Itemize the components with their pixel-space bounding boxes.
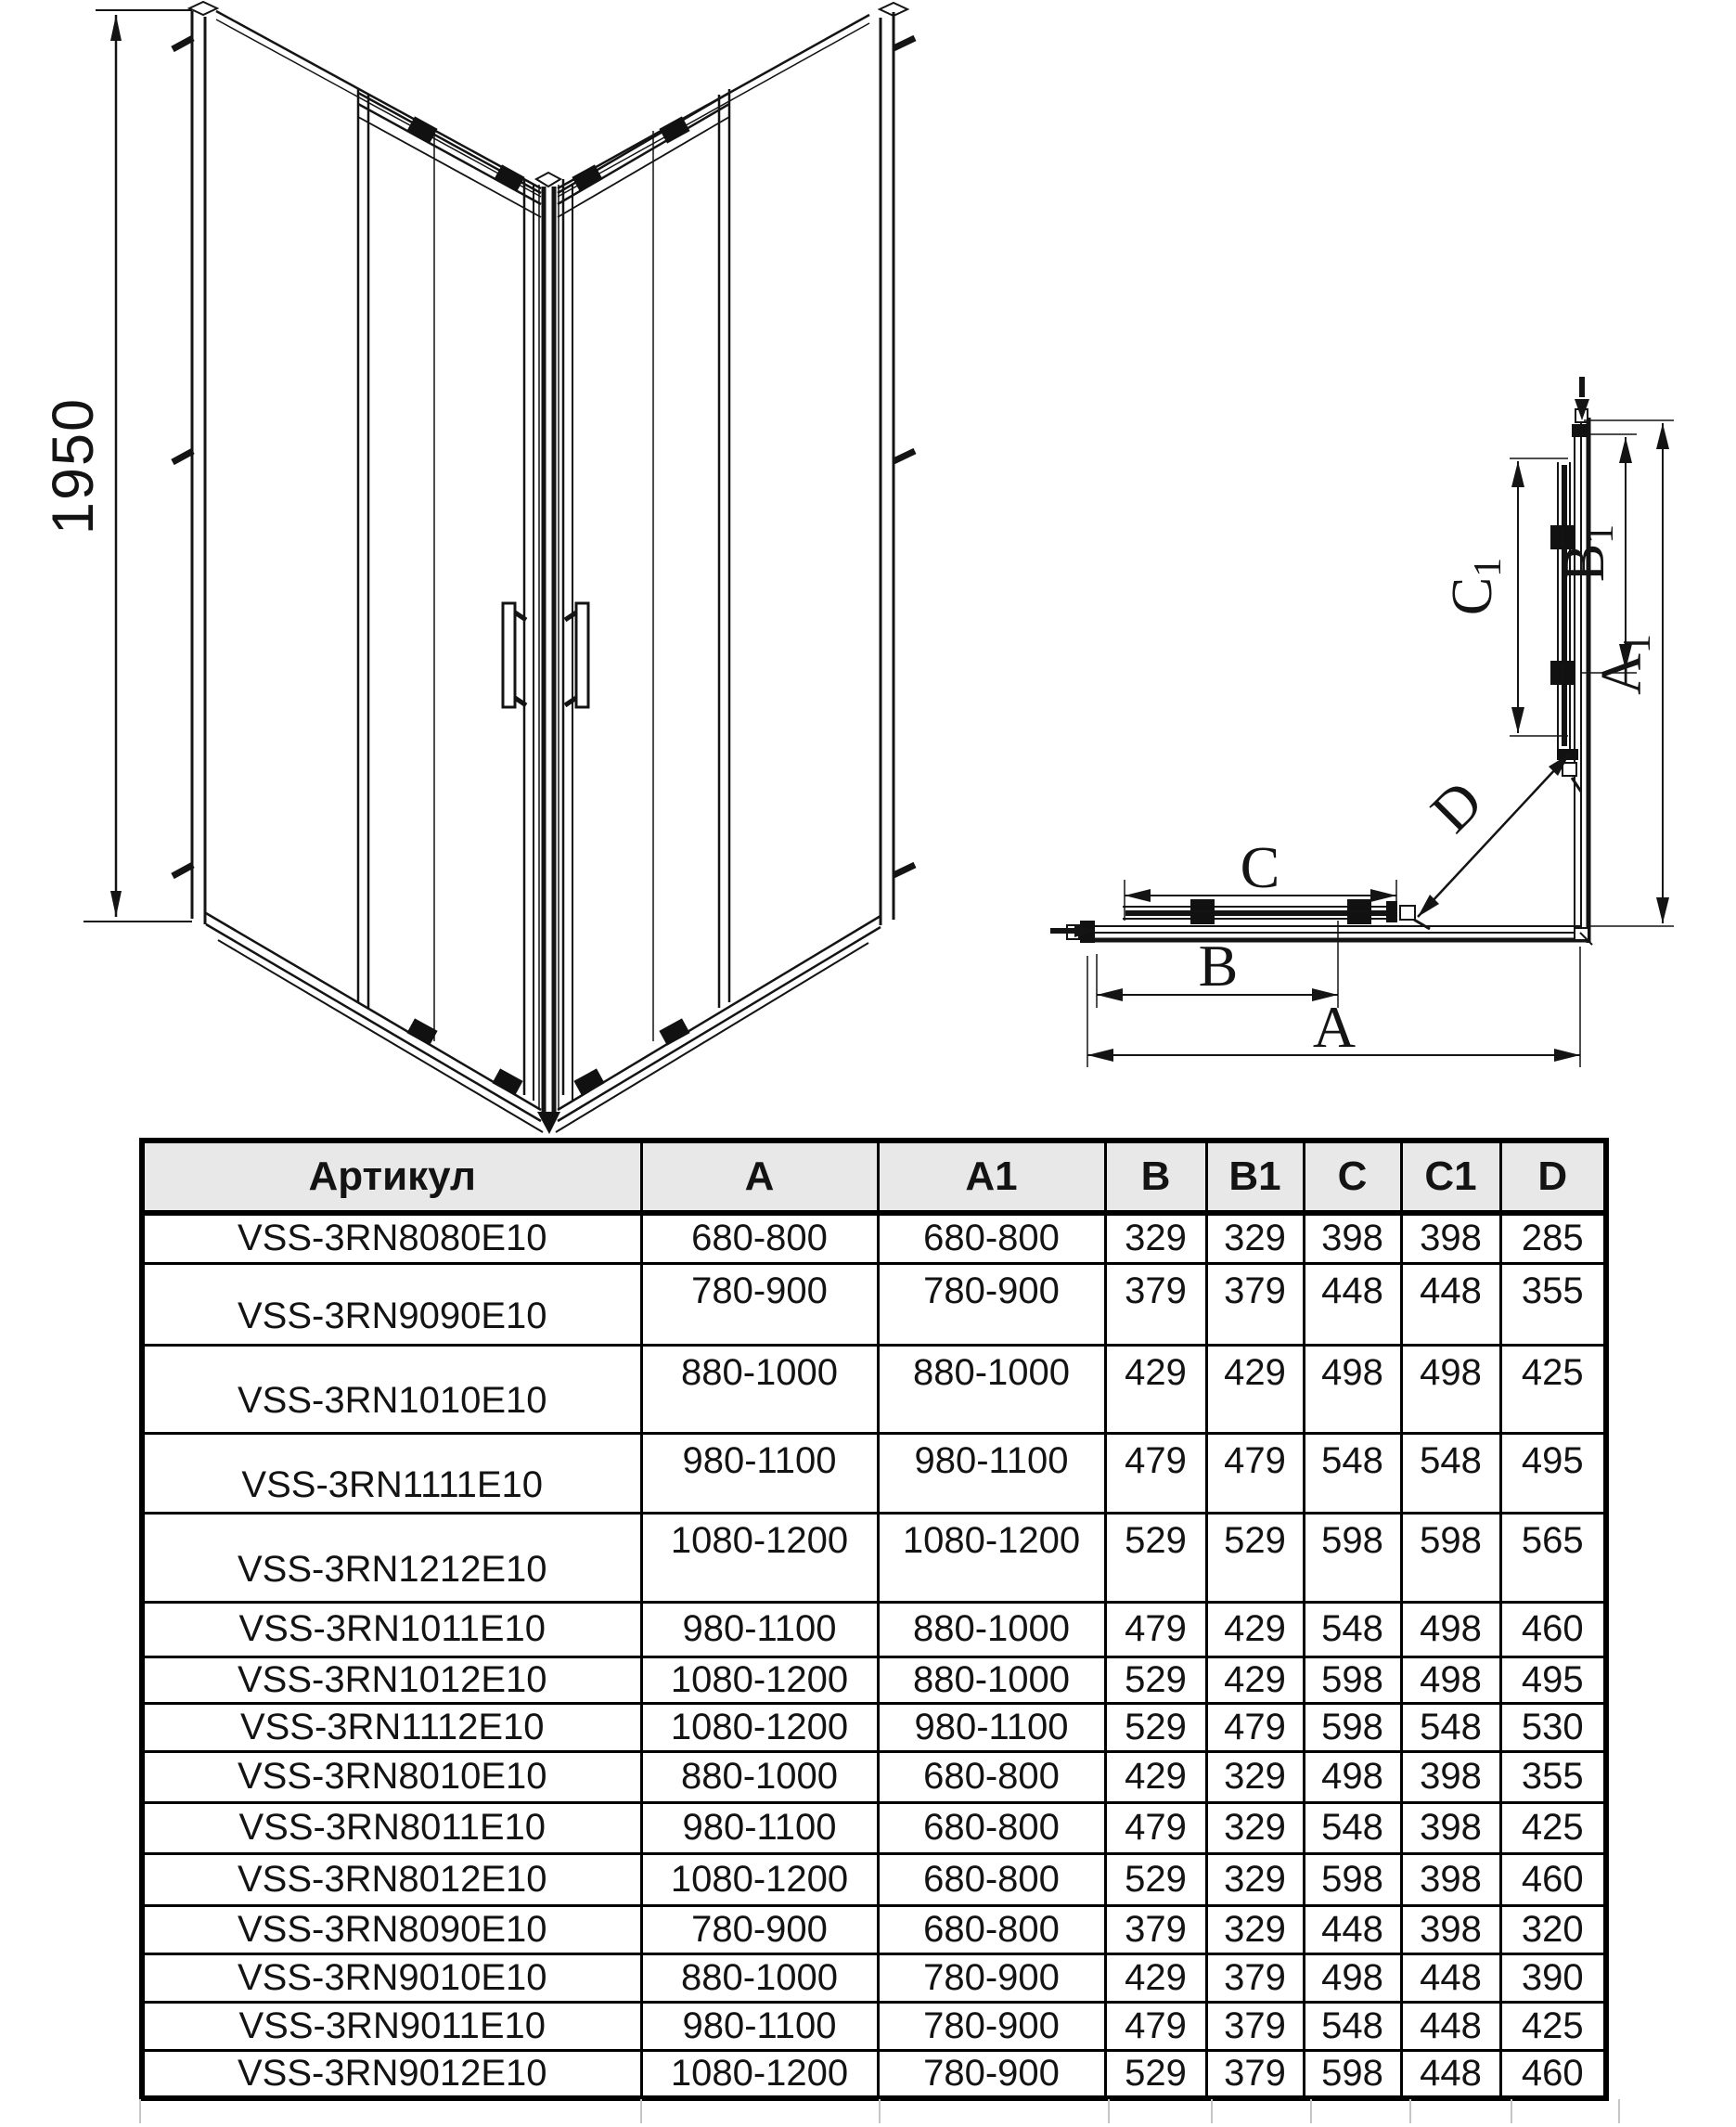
cropped-empty-cell (1312, 2099, 1411, 2123)
dim-label-a1: A1 (1590, 634, 1659, 695)
value-cell: 355 (1500, 1751, 1606, 1802)
value-cell: 498 (1304, 1345, 1401, 1433)
plan-right-door-panel (1550, 377, 1589, 792)
header-b: B (1105, 1141, 1206, 1213)
value-cell: 980-1100 (878, 1703, 1105, 1751)
value-cell: 680-800 (641, 1213, 878, 1263)
value-cell: 448 (1401, 2050, 1500, 2098)
value-cell: 425 (1500, 1345, 1606, 1433)
table-row (142, 1656, 1606, 1703)
value-cell: 429 (1105, 1751, 1206, 1802)
right-wall-post (880, 3, 915, 925)
value-cell: 780-900 (878, 2002, 1105, 2050)
value-cell: 425 (1500, 1802, 1606, 1853)
header-c1: C1 (1401, 1141, 1500, 1213)
value-cell: 425 (1500, 2002, 1606, 2050)
article-cell: VSS-3RN8011E10 (142, 1802, 641, 1853)
table-row (142, 1213, 1606, 1263)
plan-view-drawing (1050, 377, 1674, 1067)
value-cell: 680-800 (878, 1751, 1105, 1802)
value-cell: 680-800 (878, 1853, 1105, 1905)
left-wall-post (173, 2, 217, 924)
value-cell: 429 (1105, 1953, 1206, 2002)
cropped-empty-cell (881, 2099, 1110, 2123)
value-cell: 329 (1206, 1751, 1304, 1802)
height-dimension-label: 1950 (41, 396, 106, 535)
value-cell: 780-900 (878, 2050, 1105, 2098)
value-cell: 398 (1401, 1853, 1500, 1905)
value-cell: 780-900 (878, 1953, 1105, 2002)
value-cell: 379 (1206, 1953, 1304, 2002)
value-cell: 529 (1105, 2050, 1206, 2098)
value-cell: 880-1000 (878, 1656, 1105, 1703)
dim-label-d: D (1418, 767, 1496, 845)
table-row (142, 2002, 1606, 2050)
value-cell: 429 (1206, 1345, 1304, 1433)
header-c: C (1304, 1141, 1401, 1213)
table-row (142, 1751, 1606, 1802)
value-cell: 980-1100 (641, 1802, 878, 1853)
right-wall-panel (558, 15, 869, 1101)
value-cell: 680-800 (878, 1802, 1105, 1853)
dim-d (1418, 754, 1570, 917)
value-cell: 460 (1500, 1602, 1606, 1656)
table-row (142, 1953, 1606, 2002)
value-cell: 479 (1105, 2002, 1206, 2050)
value-cell: 448 (1304, 1905, 1401, 1953)
cropped-empty-cell (1213, 2099, 1312, 2123)
article-cell: VSS-3RN1010E10 (142, 1345, 641, 1433)
value-cell: 320 (1500, 1905, 1606, 1953)
value-cell: 479 (1105, 1433, 1206, 1513)
value-cell: 780-900 (641, 1905, 878, 1953)
plan-bottom-wall (1090, 926, 1588, 940)
value-cell: 980-1100 (641, 1602, 878, 1656)
value-cell: 1080-1200 (641, 1656, 878, 1703)
value-cell: 429 (1206, 1602, 1304, 1656)
table-row (142, 1703, 1606, 1751)
value-cell: 329 (1206, 1853, 1304, 1905)
value-cell: 429 (1105, 1345, 1206, 1433)
header-a: A (641, 1141, 878, 1213)
value-cell: 495 (1500, 1656, 1606, 1703)
value-cell: 329 (1206, 1905, 1304, 1953)
article-cell: VSS-3RN8012E10 (142, 1853, 641, 1905)
cropped-empty-cell (1411, 2099, 1512, 2123)
value-cell: 479 (1206, 1703, 1304, 1751)
value-cell: 390 (1500, 1953, 1606, 2002)
value-cell: 498 (1401, 1602, 1500, 1656)
article-cell: VSS-3RN1212E10 (142, 1513, 641, 1602)
header-d: D (1500, 1141, 1606, 1213)
value-cell: 429 (1206, 1656, 1304, 1703)
value-cell: 498 (1304, 1751, 1401, 1802)
cropped-empty-cell (642, 2099, 881, 2123)
table-row (142, 1602, 1606, 1656)
value-cell: 598 (1304, 1853, 1401, 1905)
value-cell: 880-1000 (878, 1602, 1105, 1656)
cropped-empty-cell (1110, 2099, 1213, 2123)
value-cell: 448 (1401, 1953, 1500, 2002)
article-cell: VSS-3RN8080E10 (142, 1213, 641, 1263)
value-cell: 448 (1304, 1263, 1401, 1345)
value-cell: 379 (1206, 2002, 1304, 2050)
article-cell: VSS-3RN8010E10 (142, 1751, 641, 1802)
value-cell: 780-900 (641, 1263, 878, 1345)
value-cell: 448 (1401, 2002, 1500, 2050)
value-cell: 379 (1206, 2050, 1304, 2098)
article-cell: VSS-3RN9010E10 (142, 1953, 641, 2002)
value-cell: 548 (1304, 1433, 1401, 1513)
value-cell: 548 (1401, 1703, 1500, 1751)
value-cell: 479 (1105, 1802, 1206, 1853)
plan-bottom-door-panel (1050, 899, 1430, 943)
value-cell: 598 (1304, 1656, 1401, 1703)
header-article: Артикул (142, 1141, 641, 1213)
value-cell: 285 (1500, 1213, 1606, 1263)
value-cell: 529 (1105, 1703, 1206, 1751)
table-row (142, 1853, 1606, 1905)
value-cell: 529 (1105, 1513, 1206, 1602)
value-cell: 598 (1304, 2050, 1401, 2098)
value-cell: 780-900 (878, 1263, 1105, 1345)
value-cell: 530 (1500, 1703, 1606, 1751)
value-cell: 529 (1105, 1853, 1206, 1905)
value-cell: 448 (1401, 1263, 1500, 1345)
article-cell: VSS-3RN1111E10 (142, 1433, 641, 1513)
value-cell: 329 (1105, 1213, 1206, 1263)
value-cell: 548 (1304, 2002, 1401, 2050)
value-cell: 398 (1401, 1213, 1500, 1263)
left-wall-panel (216, 11, 541, 1101)
value-cell: 980-1100 (641, 1433, 878, 1513)
table-row (142, 1345, 1606, 1433)
article-cell: VSS-3RN9011E10 (142, 2002, 641, 2050)
value-cell: 329 (1206, 1213, 1304, 1263)
value-cell: 398 (1304, 1213, 1401, 1263)
value-cell: 680-800 (878, 1905, 1105, 1953)
value-cell: 1080-1200 (641, 1513, 878, 1602)
value-cell: 598 (1401, 1513, 1500, 1602)
value-cell: 880-1000 (878, 1345, 1105, 1433)
dim-a (1087, 947, 1580, 1067)
dim-label-a: A (1312, 994, 1357, 1060)
table-row (142, 1802, 1606, 1853)
article-cell: VSS-3RN9012E10 (142, 2050, 641, 2098)
value-cell: 548 (1401, 1433, 1500, 1513)
corner-post (536, 173, 560, 1134)
value-cell: 495 (1500, 1433, 1606, 1513)
value-cell: 680-800 (878, 1213, 1105, 1263)
value-cell: 398 (1401, 1905, 1500, 1953)
value-cell: 880-1000 (641, 1345, 878, 1433)
value-cell: 398 (1401, 1802, 1500, 1853)
value-cell: 379 (1105, 1263, 1206, 1345)
value-cell: 548 (1304, 1802, 1401, 1853)
value-cell: 460 (1500, 2050, 1606, 2098)
dim-label-b1: B1 (1553, 523, 1622, 583)
value-cell: 460 (1500, 1853, 1606, 1905)
value-cell: 1080-1200 (878, 1513, 1105, 1602)
value-cell: 1080-1200 (641, 1703, 878, 1751)
value-cell: 498 (1304, 1953, 1401, 2002)
dim-c1 (1441, 458, 1568, 736)
value-cell: 980-1100 (641, 2002, 878, 2050)
value-cell: 355 (1500, 1263, 1606, 1345)
table-row (142, 1905, 1606, 1953)
value-cell: 980-1100 (878, 1433, 1105, 1513)
table-row (142, 1513, 1606, 1602)
value-cell: 379 (1206, 1263, 1304, 1345)
value-cell: 598 (1304, 1513, 1401, 1602)
value-cell: 529 (1206, 1513, 1304, 1602)
dim-label-c1: C1 (1441, 557, 1510, 616)
header-b1: B1 (1206, 1141, 1304, 1213)
front-view-drawing (41, 2, 915, 1134)
table-row (142, 1433, 1606, 1513)
value-cell: 598 (1304, 1703, 1401, 1751)
value-cell: 479 (1105, 1602, 1206, 1656)
value-cell: 498 (1401, 1345, 1500, 1433)
value-cell: 880-1000 (641, 1751, 878, 1802)
dim-label-b: B (1198, 933, 1239, 999)
spec-table (139, 1138, 1609, 2101)
value-cell: 1080-1200 (641, 2050, 878, 2098)
value-cell: 529 (1105, 1656, 1206, 1703)
article-cell: VSS-3RN1011E10 (142, 1602, 641, 1656)
table-row (142, 1263, 1606, 1345)
article-cell: VSS-3RN1112E10 (142, 1703, 641, 1751)
cropped-empty-row (139, 2099, 1620, 2123)
value-cell: 329 (1206, 1802, 1304, 1853)
article-cell: VSS-3RN1012E10 (142, 1656, 641, 1703)
article-cell: VSS-3RN9090E10 (142, 1263, 641, 1345)
table-body (142, 1213, 1606, 2098)
dim-label-c: C (1240, 834, 1280, 900)
value-cell: 565 (1500, 1513, 1606, 1602)
table-header-row (142, 1141, 1606, 1213)
value-cell: 398 (1401, 1751, 1500, 1802)
dim-b (1097, 921, 1338, 1008)
header-a1: A1 (878, 1141, 1105, 1213)
article-cell: VSS-3RN8090E10 (142, 1905, 641, 1953)
value-cell: 498 (1401, 1656, 1500, 1703)
value-cell: 379 (1105, 1905, 1206, 1953)
value-cell: 1080-1200 (641, 1853, 878, 1905)
table-row (142, 2050, 1606, 2098)
value-cell: 548 (1304, 1602, 1401, 1656)
dim-a1 (1584, 420, 1674, 926)
cropped-empty-cell (1512, 2099, 1620, 2123)
value-cell: 880-1000 (641, 1953, 878, 2002)
value-cell: 479 (1206, 1433, 1304, 1513)
height-dimension (41, 10, 192, 922)
cropped-empty-cell (141, 2099, 642, 2123)
